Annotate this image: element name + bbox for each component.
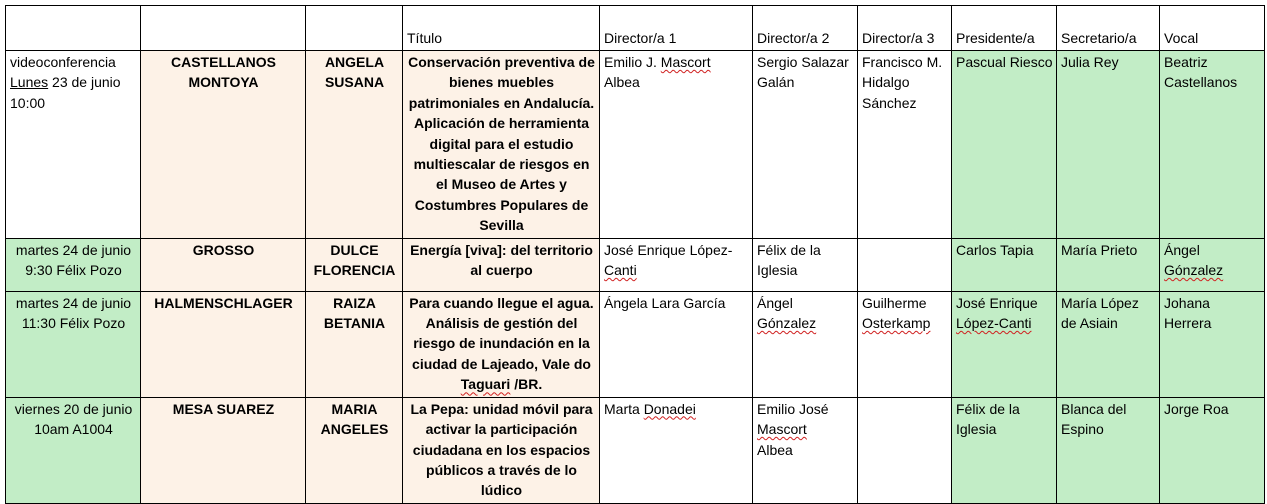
vocal-cell[interactable]: Beatriz Castellanos: [1160, 51, 1265, 239]
title-cell[interactable]: La Pepa: unidad móvil para activar la participación ciudadana en los espacios públicos a través de lo lúdico: [403, 397, 600, 503]
text-part: /BR.: [510, 376, 543, 393]
title-cell[interactable]: Conservación preventiva de bienes muebles patrimoniales en Andalucía. Aplicación de herramienta digital para el estudio multiescalar de riesgos en el Museo de Artes y Costumbres Populares de Sevilla: [403, 51, 600, 239]
director3-cell[interactable]: [858, 291, 952, 397]
text-part: José Enrique: [956, 294, 1038, 311]
header-cell-title[interactable]: Título: [403, 6, 600, 51]
header-cell-president[interactable]: Presidente/a: [952, 6, 1057, 51]
director1-cell[interactable]: [600, 51, 753, 239]
spellcheck-word: López-Canti: [956, 315, 1032, 332]
session-cell[interactable]: [6, 51, 141, 239]
text-part: Albea: [757, 441, 793, 458]
tribunal-table: [5, 5, 1265, 504]
session-line: 11:30 Félix Pozo: [21, 315, 126, 332]
president-cell[interactable]: Pascual Riesco: [952, 51, 1057, 239]
text-part: Para cuando llegue el agua. Análisis de gestión del riesgo de inundación en la ciudad de Lajeado, Vale do: [409, 294, 594, 372]
text-part: Ángel: [1164, 241, 1200, 258]
spellcheck-word: Mascort: [660, 54, 711, 70]
spellcheck-word: Mascort: [757, 421, 807, 438]
name-cell[interactable]: RAIZA BETANIA: [306, 291, 403, 397]
name-cell[interactable]: ANGELA SUSANA: [306, 51, 403, 239]
text-part: Emilio José: [757, 400, 829, 417]
text-part: José Enrique López-: [604, 241, 733, 258]
director2-cell[interactable]: Félix de la Iglesia: [753, 238, 858, 291]
surname-cell[interactable]: CASTELLANOS MONTOYA: [141, 51, 306, 239]
header-cell-session[interactable]: [6, 6, 141, 51]
vocal-cell[interactable]: [1160, 238, 1265, 291]
session-day: Lunes: [10, 74, 49, 91]
session-line: [10, 72, 137, 92]
director1-cell[interactable]: [600, 238, 753, 291]
spellcheck-word: Canti: [604, 262, 637, 279]
director1-cell[interactable]: Ángela Lara García: [600, 291, 753, 397]
session-date: 23 de junio: [48, 74, 121, 91]
director3-cell[interactable]: Francisco M. Hidalgo Sánchez: [858, 51, 952, 239]
director3-cell[interactable]: [858, 397, 952, 503]
session-cell[interactable]: [6, 291, 141, 397]
director3-cell[interactable]: [858, 238, 952, 291]
director2-cell[interactable]: [753, 291, 858, 397]
director2-cell[interactable]: [753, 397, 858, 503]
spellcheck-word: Osterkamp: [862, 315, 931, 332]
secretary-cell[interactable]: María López de Asiain: [1057, 291, 1160, 397]
header-cell-vocal[interactable]: Vocal: [1160, 6, 1265, 51]
spellcheck-word: Gónzalez: [757, 315, 817, 332]
president-cell[interactable]: [952, 291, 1057, 397]
session-line: martes 24 de junio: [15, 294, 132, 311]
session-line: videoconferencia: [10, 54, 116, 70]
text-part: Emilio J.: [604, 54, 661, 70]
surname-cell[interactable]: MESA SUAREZ: [141, 397, 306, 503]
table-row: [6, 238, 1265, 291]
secretary-cell[interactable]: María Prieto: [1057, 238, 1160, 291]
session-cell[interactable]: viernes 20 de junio 10am A1004: [6, 397, 141, 503]
session-cell[interactable]: [6, 238, 141, 291]
table-row: [6, 397, 1265, 503]
header-cell-secretary[interactable]: Secretario/a: [1057, 6, 1160, 51]
director1-cell[interactable]: [600, 397, 753, 503]
vocal-cell[interactable]: Jorge Roa: [1160, 397, 1265, 503]
header-cell-director3[interactable]: Director/a 3: [858, 6, 952, 51]
president-cell[interactable]: Carlos Tapia: [952, 238, 1057, 291]
title-cell[interactable]: Energía [viva]: del territorio al cuerpo: [403, 238, 600, 291]
table-row: [6, 291, 1265, 397]
text-part: Albea: [604, 74, 640, 91]
president-cell[interactable]: Félix de la Iglesia: [952, 397, 1057, 503]
session-time: 10:00: [10, 94, 46, 111]
vocal-cell[interactable]: Johana Herrera: [1160, 291, 1265, 397]
director2-cell[interactable]: Sergio Salazar Galán: [753, 51, 858, 239]
session-line: 9:30 Félix Pozo: [25, 262, 122, 279]
surname-cell[interactable]: HALMENSCHLAGER: [141, 291, 306, 397]
spellcheck-word: Donadei: [643, 400, 696, 417]
header-cell-name[interactable]: [306, 6, 403, 51]
text-part: Guilherme: [862, 294, 927, 311]
text-part: Marta: [604, 400, 644, 417]
spellcheck-word: Taguari: [460, 376, 511, 393]
spellcheck-word: Gónzalez: [1164, 262, 1224, 279]
title-cell[interactable]: [403, 291, 600, 397]
surname-cell[interactable]: GROSSO: [141, 238, 306, 291]
header-row: [6, 6, 1265, 51]
header-cell-director2[interactable]: Director/a 2: [753, 6, 858, 51]
name-cell[interactable]: MARIA ANGELES: [306, 397, 403, 503]
name-cell[interactable]: DULCE FLORENCIA: [306, 238, 403, 291]
secretary-cell[interactable]: Julia Rey: [1057, 51, 1160, 239]
text-part: Ángel: [757, 294, 793, 311]
header-cell-surname[interactable]: [141, 6, 306, 51]
header-cell-director1[interactable]: Director/a 1: [600, 6, 753, 51]
session-line: martes 24 de junio: [15, 241, 132, 258]
table-row: [6, 51, 1265, 239]
secretary-cell[interactable]: Blanca del Espino: [1057, 397, 1160, 503]
